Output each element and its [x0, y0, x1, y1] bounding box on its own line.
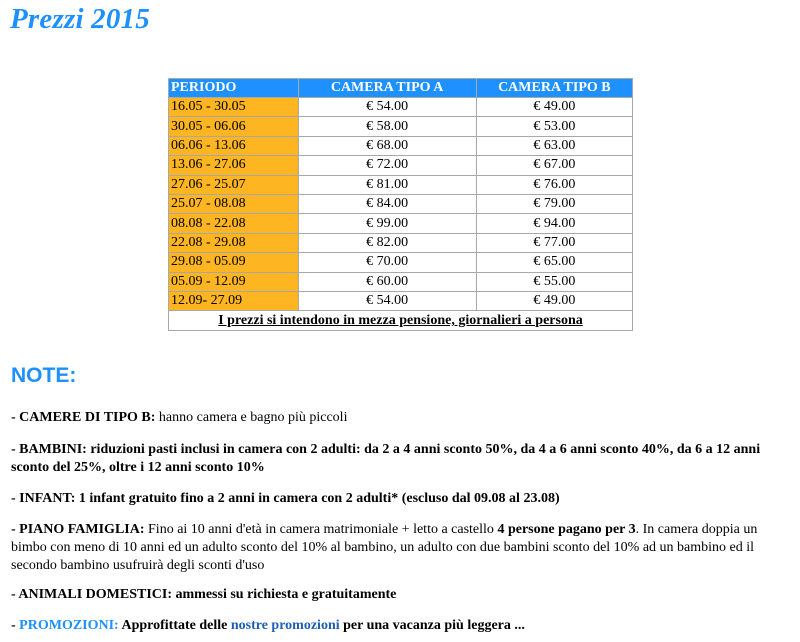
period-cell: 29.08 - 05.09 — [169, 253, 299, 272]
price-b-cell: € 55.00 — [476, 272, 632, 291]
price-b-cell: € 63.00 — [476, 136, 632, 155]
note-infant-text: 1 infant gratuito fino a 2 anni in camera con 2 adulti* (escluso dal 09.08 al 23.08) — [75, 491, 560, 506]
note-bambini-text: riduzioni pasti inclusi in camera con 2 adulti: da 2 a 4 anni sconto 50%, da 4 a 6 anni sconto 40%, da 6 a 12 anni sconto del 25%, oltre i 12 anni sconto 10% — [11, 442, 761, 475]
note-animali-text: ammessi su richiesta e gratuitamente — [172, 587, 397, 602]
period-cell: 16.05 - 30.05 — [169, 98, 299, 117]
note-famiglia-bold: 4 persone pagano per 3 — [497, 522, 636, 537]
price-a-cell: € 72.00 — [298, 156, 476, 175]
table-row — [169, 175, 633, 194]
note-camere-label: - CAMERE DI TIPO B: — [11, 410, 156, 425]
table-row — [169, 136, 633, 155]
period-cell: 12.09- 27.09 — [169, 291, 299, 310]
note-camere — [11, 409, 795, 427]
period-cell: 30.05 - 06.06 — [169, 117, 299, 136]
note-promozioni-dash: - — [11, 618, 20, 633]
note-animali — [11, 586, 795, 604]
note-bambini — [11, 441, 795, 477]
price-a-cell: € 81.00 — [298, 175, 476, 194]
table-row — [169, 98, 633, 117]
note-infant — [11, 490, 795, 508]
price-b-cell: € 77.00 — [476, 233, 632, 252]
price-b-cell: € 49.00 — [476, 291, 632, 310]
table-row — [169, 272, 633, 291]
note-camere-text: hanno camera e bagno più piccoli — [155, 410, 348, 425]
note-famiglia-text-2: . In camera doppia un bimbo con meno di 10 anni ed un adulto sconto del 10% al bambino, un adulto con due bambini sconto del 10% ad un bambino ed il secondo bambino usufruirà degli sconti d'uso — [11, 522, 758, 573]
note-famiglia-text-1: Fino ai 10 anni d'età in camera matrimoniale + letto a castello — [144, 522, 498, 537]
note-bambini-label: - BAMBINI: — [11, 442, 87, 457]
price-a-cell: € 54.00 — [298, 291, 476, 310]
period-cell: 05.09 - 12.09 — [169, 272, 299, 291]
header-camera-tipo-b: CAMERA TIPO B — [476, 79, 632, 98]
price-b-cell: € 65.00 — [476, 253, 632, 272]
note-promozioni-text-1: Approfittate delle — [118, 618, 231, 633]
price-b-cell: € 79.00 — [476, 194, 632, 213]
notes-heading: NOTE: — [11, 364, 77, 387]
note-promozioni-label: PROMOZIONI: — [19, 618, 119, 633]
table-row — [169, 156, 633, 175]
table-row — [169, 291, 633, 310]
price-b-cell: € 67.00 — [476, 156, 632, 175]
note-promozioni-text-2: per una vacanza più leggera ... — [339, 618, 525, 633]
period-cell: 27.06 - 25.07 — [169, 175, 299, 194]
table-header-row — [169, 79, 633, 98]
header-camera-tipo-a: CAMERA TIPO A — [298, 79, 476, 98]
note-animali-label: - ANIMALI DOMESTICI: — [11, 587, 173, 602]
note-infant-label: - INFANT: — [11, 491, 76, 506]
period-cell: 22.08 - 29.08 — [169, 233, 299, 252]
price-a-cell: € 54.00 — [298, 98, 476, 117]
table-row — [169, 253, 633, 272]
page-title: Prezzi 2015 — [10, 3, 150, 35]
nostre-promozioni-link[interactable]: nostre promozioni — [230, 618, 340, 633]
period-cell: 25.07 - 08.08 — [169, 194, 299, 213]
table-row — [169, 194, 633, 213]
table-footer-row — [169, 311, 633, 331]
period-cell: 13.06 - 27.06 — [169, 156, 299, 175]
period-cell: 06.06 - 13.06 — [169, 136, 299, 155]
note-famiglia-label: - PIANO FAMIGLIA: — [11, 522, 145, 537]
price-b-cell: € 53.00 — [476, 117, 632, 136]
note-promozioni — [11, 617, 795, 635]
price-a-cell: € 60.00 — [298, 272, 476, 291]
price-a-cell: € 68.00 — [298, 136, 476, 155]
price-b-cell: € 49.00 — [476, 98, 632, 117]
price-a-cell: € 82.00 — [298, 233, 476, 252]
price-a-cell: € 58.00 — [298, 117, 476, 136]
table-row — [169, 214, 633, 233]
price-a-cell: € 84.00 — [298, 194, 476, 213]
price-table — [168, 78, 633, 331]
price-a-cell: € 70.00 — [298, 253, 476, 272]
price-a-cell: € 99.00 — [298, 214, 476, 233]
table-row — [169, 117, 633, 136]
table-row — [169, 233, 633, 252]
price-b-cell: € 94.00 — [476, 214, 632, 233]
table-footnote: I prezzi si intendono in mezza pensione, giornalieri a persona — [169, 311, 633, 331]
note-piano-famiglia — [11, 521, 795, 575]
period-cell: 08.08 - 22.08 — [169, 214, 299, 233]
price-b-cell: € 76.00 — [476, 175, 632, 194]
header-periodo: PERIODO — [169, 79, 299, 98]
